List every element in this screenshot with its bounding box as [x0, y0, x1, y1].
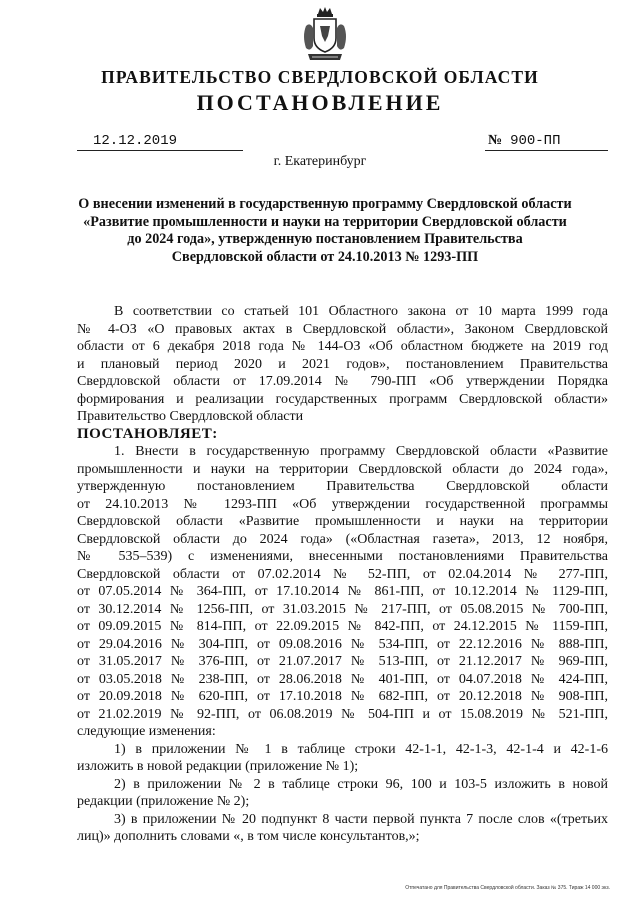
government-name: ПРАВИТЕЛЬСТВО СВЕРДЛОВСКОЙ ОБЛАСТИ	[101, 67, 539, 87]
paragraph-line: Свердловской области от 07.02.2014 № 52-ПП, от 02.04.2014 № 277-ПП,	[77, 566, 608, 582]
title-line: до 2024 года», утвержденную постановлением Правительства	[127, 231, 523, 247]
document-body	[77, 303, 608, 846]
paragraph-line: от 21.02.2019 № 92-ПП, от 06.08.2019 № 504-ПП и от 15.08.2019 № 521-ПП,	[77, 706, 608, 722]
print-footer: Отпечатано для Правительства Свердловской области. Заказ № 375. Тираж 14 000 экз.	[405, 885, 610, 891]
paragraph-line: от 31.05.2017 № 376-ПП, от 21.07.2017 № 513-ПП, от 21.12.2017 № 969-ПП,	[77, 654, 608, 669]
paragraph-line: изложить в новой редакции (приложение № 1);	[77, 759, 359, 774]
document-number: 900-ПП	[510, 133, 561, 149]
paragraph-line: от 09.09.2015 № 814-ПП, от 22.09.2015 № 842-ПП, от 24.12.2015 № 1159-ПП,	[77, 619, 608, 634]
paragraph-line: 1. Внести в государственную программу Свердловской области «Развитие	[114, 444, 608, 459]
paragraph-line: лиц)» дополнить словами «, в том числе консультантов,»;	[77, 829, 420, 844]
paragraph-line: 2) в приложении № 2 в таблице строки 96, 100 и 103-5 изложить в новой	[114, 776, 608, 792]
paragraph-line: Правительство Свердловской области	[77, 409, 304, 424]
resolution-keyword	[77, 426, 608, 444]
document-type: ПОСТАНОВЛЕНИЕ	[196, 90, 444, 115]
paragraph-line: промышленности и науки на территории Свердловской области до 2024 года»,	[77, 461, 608, 477]
document-city: г. Екатеринбург	[273, 154, 367, 169]
paragraph-line: утвержденную постановлением Правительства Свердловской области	[77, 479, 608, 494]
paragraph	[77, 776, 608, 811]
document-date: 12.12.2019	[77, 133, 243, 151]
paragraph-line: следующие изменения:	[77, 724, 216, 739]
paragraph-line: области от 6 декабря 2018 года № 144-ОЗ «Об областном бюджете на 2019 год	[77, 339, 608, 354]
paragraph-line: Свердловской области «Развитие промышленности и науки на территории	[77, 514, 608, 529]
paragraph-line: и плановый период 2020 и 2021 годов», постановлением Правительства	[77, 356, 608, 372]
document-number-field	[485, 133, 608, 151]
paragraph-line: от 07.05.2014 № 364-ПП, от 17.10.2014 № 861-ПП, от 10.12.2014 № 1129-ПП,	[77, 584, 608, 599]
paragraph-line: от 29.04.2016 № 304-ПП, от 09.08.2016 № 534-ПП, от 22.12.2016 № 888-ПП,	[77, 636, 608, 652]
title-line: О внесении изменений в государственную программу Свердловской области	[78, 196, 572, 212]
paragraph-line: Свердловской области от 17.09.2014 № 790-ПП «Об утверждении Порядка	[77, 374, 608, 389]
paragraph-line: В соответствии со статьей 101 Областного закона от 10 марта 1999 года	[114, 304, 608, 319]
number-sign: №	[488, 133, 503, 148]
paragraph-line: Свердловской области до 2024 года» («Областная газета», 2013, 12 ноября,	[77, 531, 608, 547]
paragraph-line: № 4-ОЗ «О правовых актах в Свердловской области», Законом Свердловской	[77, 321, 608, 337]
paragraph-line: 1) в приложении № 1 в таблице строки 42-1-1, 42-1-3, 42-1-4 и 42-1-6	[114, 741, 608, 757]
paragraph-line: 3) в приложении № 20 подпункт 8 части первой пункта 7 после слов «(третьих	[114, 811, 608, 827]
paragraph-line: от 03.05.2018 № 238-ПП, от 28.06.2018 № 401-ПП, от 04.07.2018 № 424-ПП,	[77, 671, 608, 687]
paragraph	[77, 811, 608, 846]
paragraph-line: от 24.10.2013 № 1293-ПП «Об утверждении государственной программы	[77, 496, 608, 512]
document-title	[60, 196, 590, 266]
paragraph-line: от 20.09.2018 № 620-ПП, от 17.10.2018 № 682-ПП, от 20.12.2018 № 908-ПП,	[77, 689, 608, 704]
paragraph	[77, 443, 608, 741]
paragraph-line: редакции (приложение № 2);	[77, 794, 250, 809]
title-line: «Развитие промышленности и науки на территории Свердловской области	[83, 213, 567, 230]
paragraph-line: от 30.12.2014 № 1256-ПП, от 31.03.2015 № 217-ПП, от 05.08.2015 № 700-ПП,	[77, 601, 608, 617]
paragraph	[77, 303, 608, 426]
paragraph-line: № 535–539) с изменениями, внесенными постановлениями Правительства	[77, 549, 608, 564]
sverdlovsk-coat-of-arms-icon	[300, 6, 350, 64]
paragraph-line: ПОСТАНОВЛЯЕТ:	[77, 425, 218, 442]
paragraph-line: формирования и реализации государственных программ Свердловской области»	[77, 391, 608, 407]
paragraph	[77, 741, 608, 776]
title-line: Свердловской области от 24.10.2013 № 1293-ПП	[171, 248, 479, 265]
